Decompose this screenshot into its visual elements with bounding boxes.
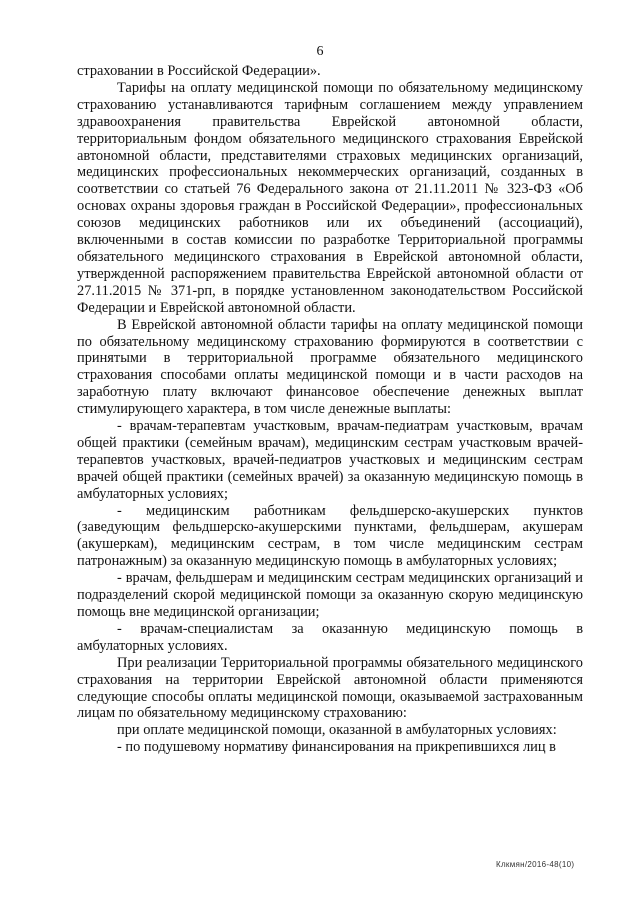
- paragraph-payment-methods: При реализации Территориальной программы обязательного медицинского страхования на территории Еврейской автономной области применяются следующие способы оплаты медицинской помощи, оказываемой застрахованным лицам по обязательному медицинскому страхованию:: [77, 654, 583, 722]
- list-item-emergency: - врачам, фельдшерам и медицинским сестрам медицинских организаций и подразделений скорой медицинской помощи за оказанную скорую медицинскую помощь вне медицинской организации;: [77, 570, 583, 620]
- paragraph-ambulatory-payment: при оплате медицинской помощи, оказанной в амбулаторных условиях:: [117, 722, 557, 739]
- paragraph-continuation: страховании в Российской Федерации».: [77, 63, 321, 79]
- footer-code: Клкмян/2016-48(10): [496, 860, 575, 869]
- list-item-therapists: - врачам-терапевтам участковым, врачам-педиатрам участковым, врачам общей практики (семейным врачам), медицинским сестрам участковым врачей-терапевтов участковых, врачей-педиатров участковых и медицинским сестрам врачей общей практики (семейных врачей) за оказанную медицинскую помощь в амбулаторных условиях;: [77, 418, 583, 502]
- paragraph-tariffs: Тарифы на оплату медицинской помощи по обязательному медицинскому страхованию устанавливаются тарифным соглашением между управлением здравоохранения правительства Еврейской автономной области, территориальным фондом обязательного медицинского страхования Еврейской автономной области, представителями страховых медицинских организаций, медицинских профессиональных некоммерческих организаций, созданных в соответствии со статьей 76 Федерального закона от 21.11.2011 № 323-ФЗ «Об основах охраны здоровья граждан в Российской Федерации», профессиональных союзов медицинских работников или их объединений (ассоциаций), включенными в состав комиссии по разработке Территориальной программы обязательного медицинского страхования в Еврейской автономной области, утвержденной распоряжением правительства Еврейской автономной области от 27.11.2015 № 371-рп, в порядке установленном законодательством Российской Федерации и Еврейской автономной области.: [77, 79, 583, 316]
- list-item-per-capita: - по подушевому нормативу финансирования на прикрепившихся лиц в: [117, 739, 556, 756]
- page-number: 6: [316, 44, 324, 59]
- list-item-feldsher-points: - медицинским работникам фельдшерско-акушерских пунктов (заведующим фельдшерско-акушерскими пунктами, фельдшерам, акушерам (акушеркам), медицинским сестрам, в том числе медицинским сестрам патронажным) за оказанную медицинскую помощь в амбулаторных условиях;: [77, 502, 583, 570]
- paragraph-tariff-formation: В Еврейской автономной области тарифы на оплату медицинской помощи по обязательному медицинскому страхованию формируются в соответствии с принятыми в территориальной программе обязательного медицинского страхования способами оплаты медицинской помощи и в части расходов на заработную плату включают финансовое обеспечение денежных выплат стимулирующего характера, в том числе денежные выплаты:: [77, 316, 583, 418]
- document-body: [77, 63, 583, 756]
- list-item-specialists: - врачам-специалистам за оказанную медицинскую помощь в амбулаторных условиях.: [77, 620, 583, 654]
